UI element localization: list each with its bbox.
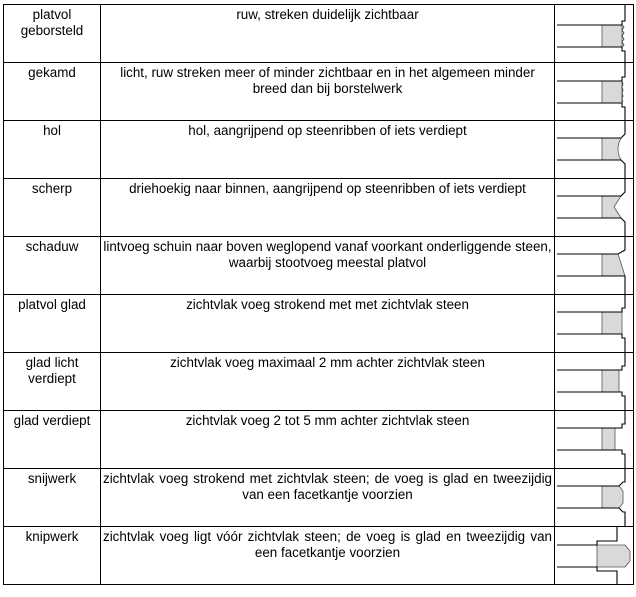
joint-profile-chamfered-flush-icon (555, 469, 634, 527)
joint-profile-chamfered-projecting-icon (555, 527, 634, 585)
joint-description: driehoekig naar binnen, aangrijpend op steenribben of iets verdiept (101, 179, 555, 237)
joint-profile-recessed-5mm-icon (555, 411, 634, 469)
joint-description: zichtvlak voeg strokend met met zichtvlak steen (101, 295, 555, 353)
joint-name: knipwerk (4, 527, 101, 585)
joint-name: schaduw (4, 237, 101, 295)
table-row (4, 527, 634, 585)
joint-description-text: zichtvlak voeg strokend met zichtvlak steen; de voeg is glad en tweezijdig van een facetkantje voorzien (103, 471, 552, 502)
table-row (4, 411, 634, 469)
joint-description (101, 527, 555, 585)
table-row (4, 353, 634, 411)
table-row (4, 179, 634, 237)
joint-name (4, 5, 101, 63)
joint-description: hol, aangrijpend op steenribben of iets verdiept (101, 121, 555, 179)
joint-description-text: zichtvlak voeg ligt vóór zichtvlak steen; de voeg is glad en tweezijdig van een facetkantje voorzien (103, 529, 552, 560)
joint-description: zichtvlak voeg 2 tot 5 mm achter zichtvlak steen (101, 411, 555, 469)
joint-description: lintvoeg schuin naar boven weglopend vanaf voorkant onderliggende steen, waarbij stootvoeg meestal platvol (101, 237, 555, 295)
table-row (4, 237, 634, 295)
table-row (4, 295, 634, 353)
joint-name: platvol glad (4, 295, 101, 353)
joint-name-line-1: glad licht (25, 355, 79, 370)
joint-profile-recessed-2mm-icon (555, 353, 634, 411)
joint-profile-flush-rough-icon (555, 5, 634, 63)
joint-description (101, 469, 555, 527)
joint-description: zichtvlak voeg maximaal 2 mm achter zichtvlak steen (101, 353, 555, 411)
joint-name: hol (4, 121, 101, 179)
joint-name: gekamd (4, 63, 101, 121)
table-row (4, 5, 634, 63)
joint-name-line-1: platvol (32, 7, 72, 22)
table-row (4, 469, 634, 527)
joint-name-line-2: geborsteld (20, 23, 84, 38)
table-row (4, 63, 634, 121)
table-row (4, 121, 634, 179)
joint-profile-weathered-icon (555, 237, 634, 295)
joint-name: snijwerk (4, 469, 101, 527)
joint-profile-concave-icon (555, 121, 634, 179)
joint-profile-flush-light-rough-icon (555, 63, 634, 121)
joint-profile-v-groove-icon (555, 179, 634, 237)
joint-description: ruw, streken duidelijk zichtbaar (101, 5, 555, 63)
joint-profile-flush-smooth-icon (555, 295, 634, 353)
joint-name: glad verdiept (4, 411, 101, 469)
joint-types-table (3, 4, 634, 585)
joint-description: licht, ruw streken meer of minder zichtbaar en in het algemeen minder breed dan bij borstelwerk (101, 63, 555, 121)
joint-name-line-2: verdiept (28, 371, 76, 386)
joint-name: scherp (4, 179, 101, 237)
joint-name (4, 353, 101, 411)
